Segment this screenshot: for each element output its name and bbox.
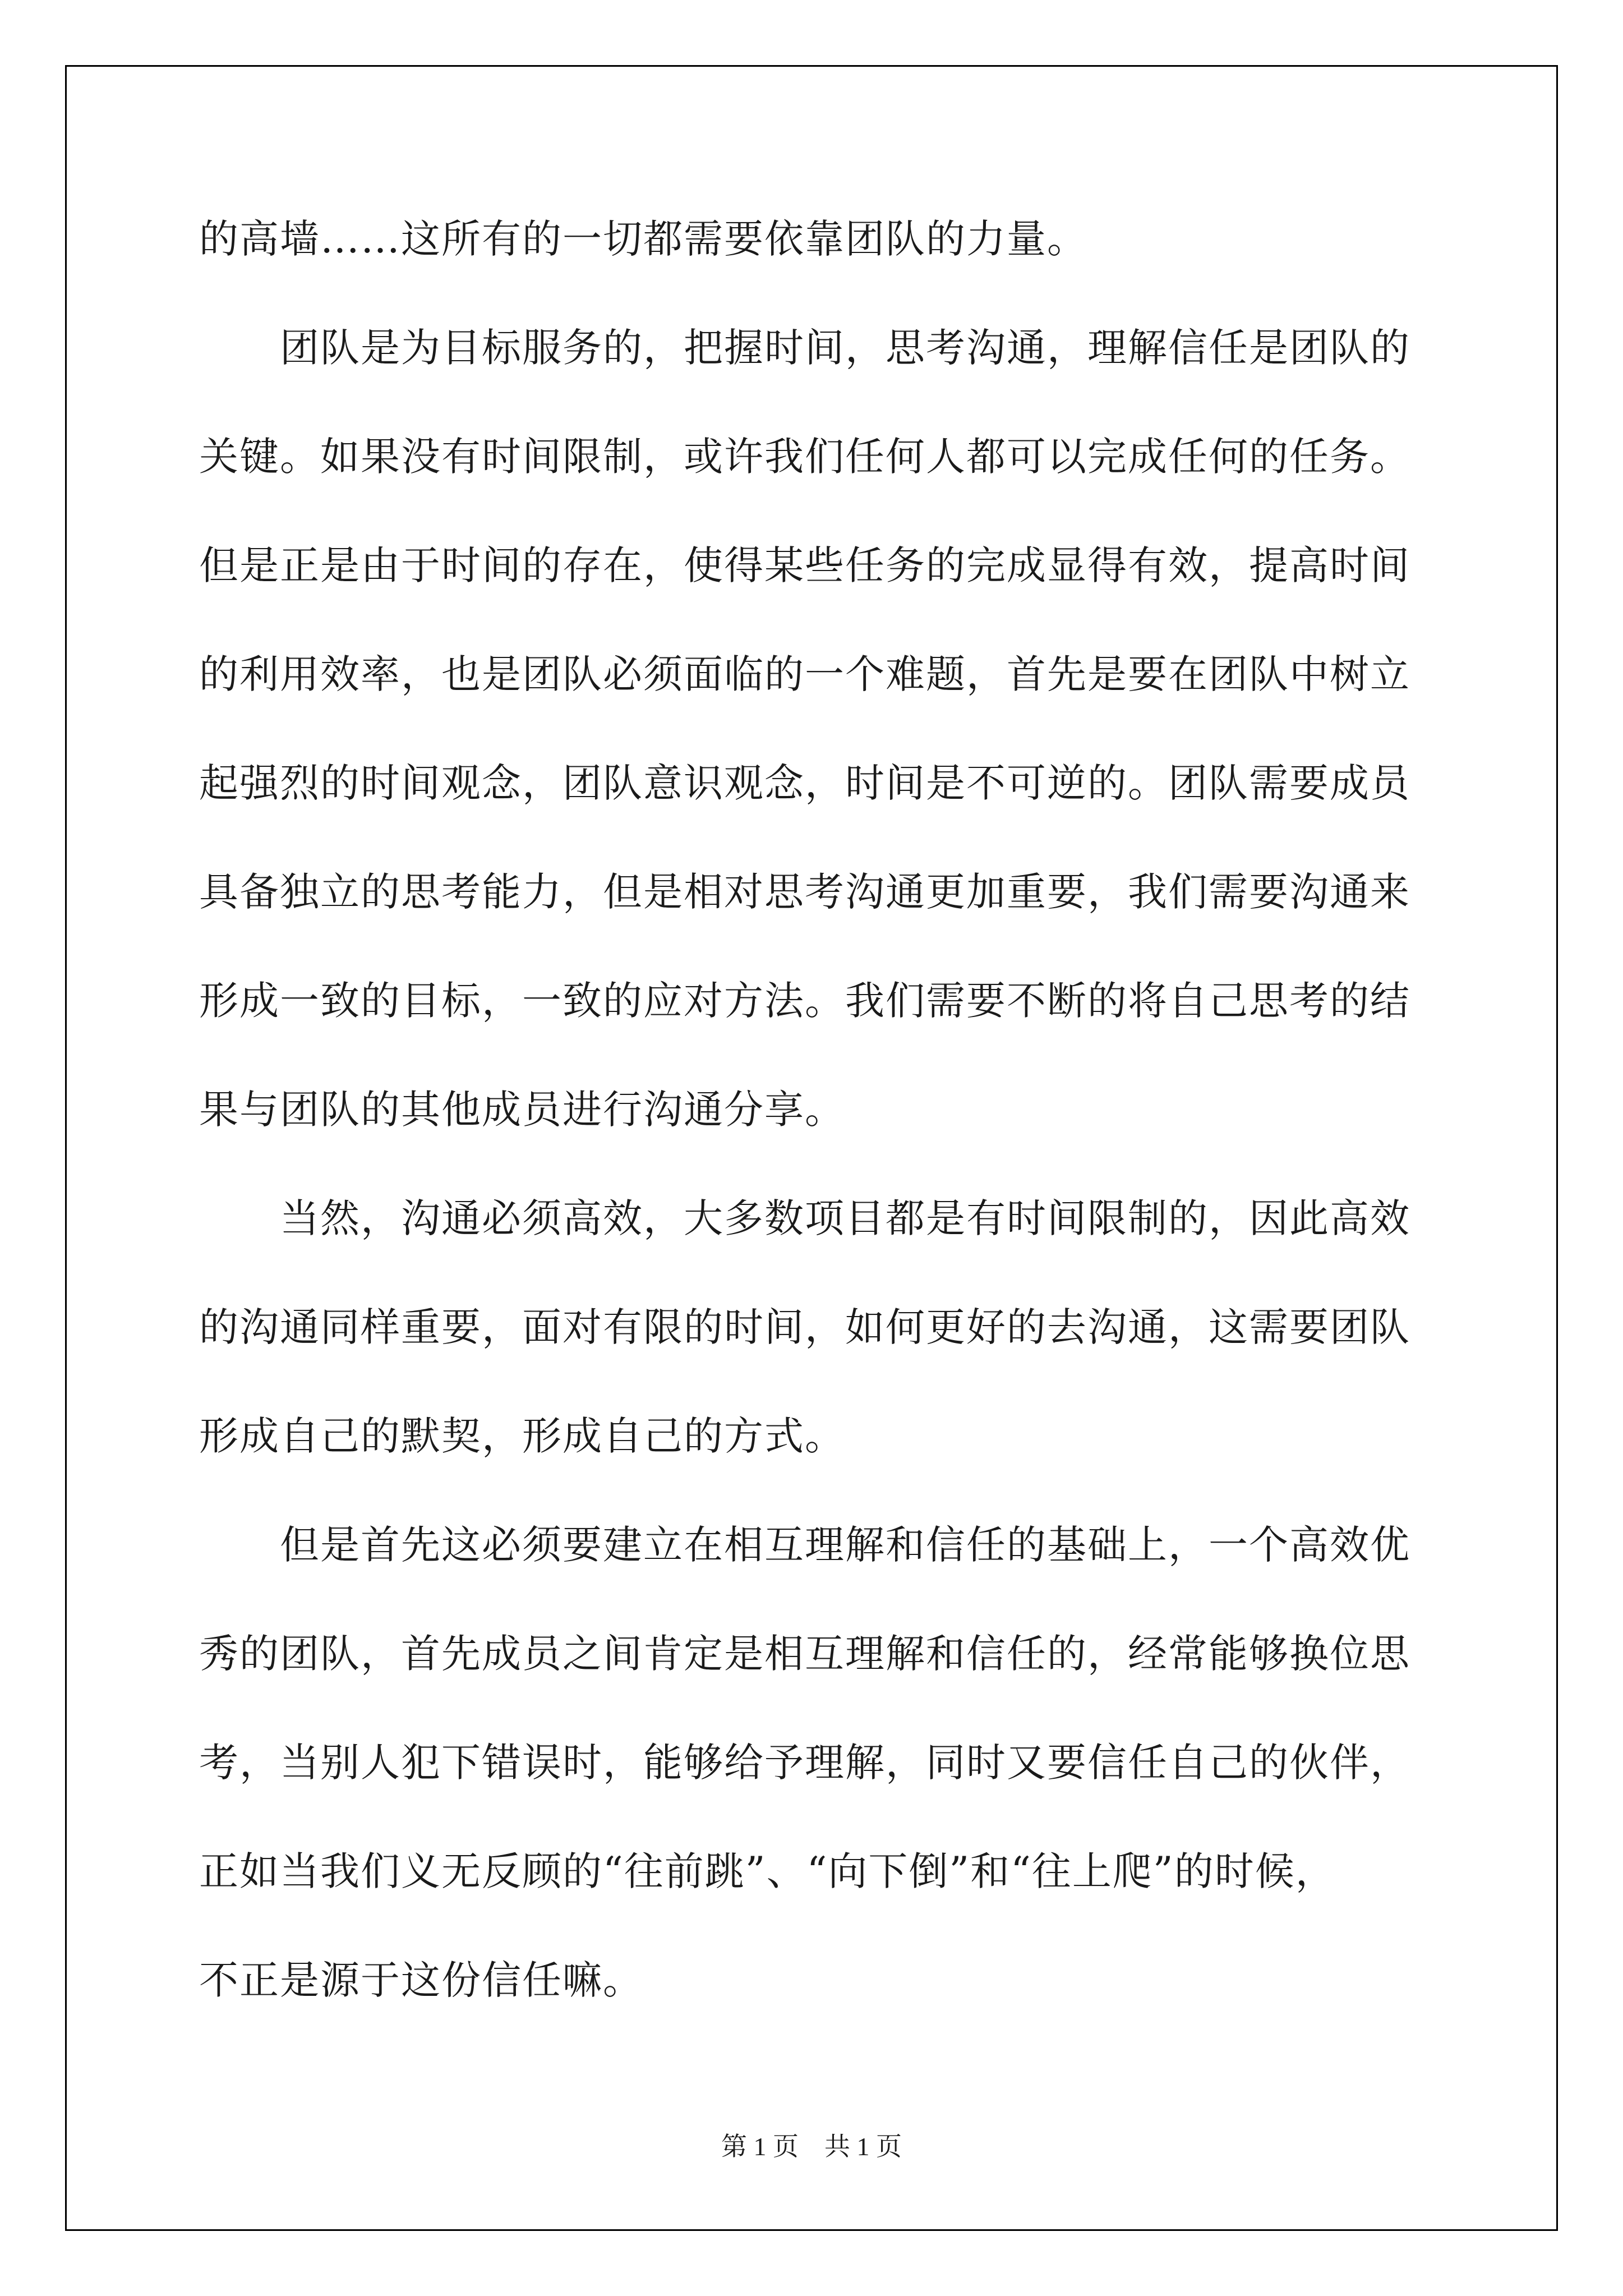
text-line: 起强烈的时间观念，团队意识观念，时间是不可逆的。团队需要成员 <box>199 760 1410 806</box>
document-body <box>199 212 1450 2062</box>
text-line: 果与团队的其他成员进行沟通分享。 <box>199 1087 845 1133</box>
page-number: 第 1 页 共 1 页 <box>721 2132 902 2161</box>
text-line: 形成一致的目标，一致的应对方法。我们需要不断的将自己思考的结 <box>199 978 1410 1024</box>
text-line: 团队是为目标服务的，把握时间，思考沟通，理解信任是团队的 <box>199 325 1410 371</box>
text-line: 形成自己的默契，形成自己的方式。 <box>199 1413 845 1459</box>
text-line: 秀的团队，首先成员之间肯定是相互理解和信任的，经常能够换位思 <box>199 1631 1410 1677</box>
text-line: 正如当我们义无反顾的“往前跳”、“向下倒”和“往上爬”的时候， <box>199 1848 1336 1894</box>
text-line: 考，当别人犯下错误时，能够给予理解，同时又要信任自己的伙伴， <box>199 1740 1410 1786</box>
text-line: 的沟通同样重要，面对有限的时间，如何更好的去沟通，这需要团队 <box>199 1304 1410 1350</box>
text-line: 关键。如果没有时间限制，或许我们任何人都可以完成任何的任务。 <box>199 434 1410 480</box>
text-line: 不正是源于这份信任嘛。 <box>199 1957 643 2003</box>
text-line: 的利用效率，也是团队必须面临的一个难题，首先是要在团队中树立 <box>199 651 1410 697</box>
text-line: 但是首先这必须要建立在相互理解和信任的基础上，一个高效优 <box>199 1522 1410 1568</box>
text-line: 具备独立的思考能力，但是相对思考沟通更加重要，我们需要沟通来 <box>199 869 1410 915</box>
page-footer <box>0 2126 1623 2163</box>
text-line: 但是正是由于时间的存在，使得某些任务的完成显得有效，提高时间 <box>199 542 1410 588</box>
text-line: 的高墙……这所有的一切都需要依靠团队的力量。 <box>199 216 1087 262</box>
text-line: 当然，沟通必须高效，大多数项目都是有时间限制的，因此高效 <box>199 1195 1410 1241</box>
